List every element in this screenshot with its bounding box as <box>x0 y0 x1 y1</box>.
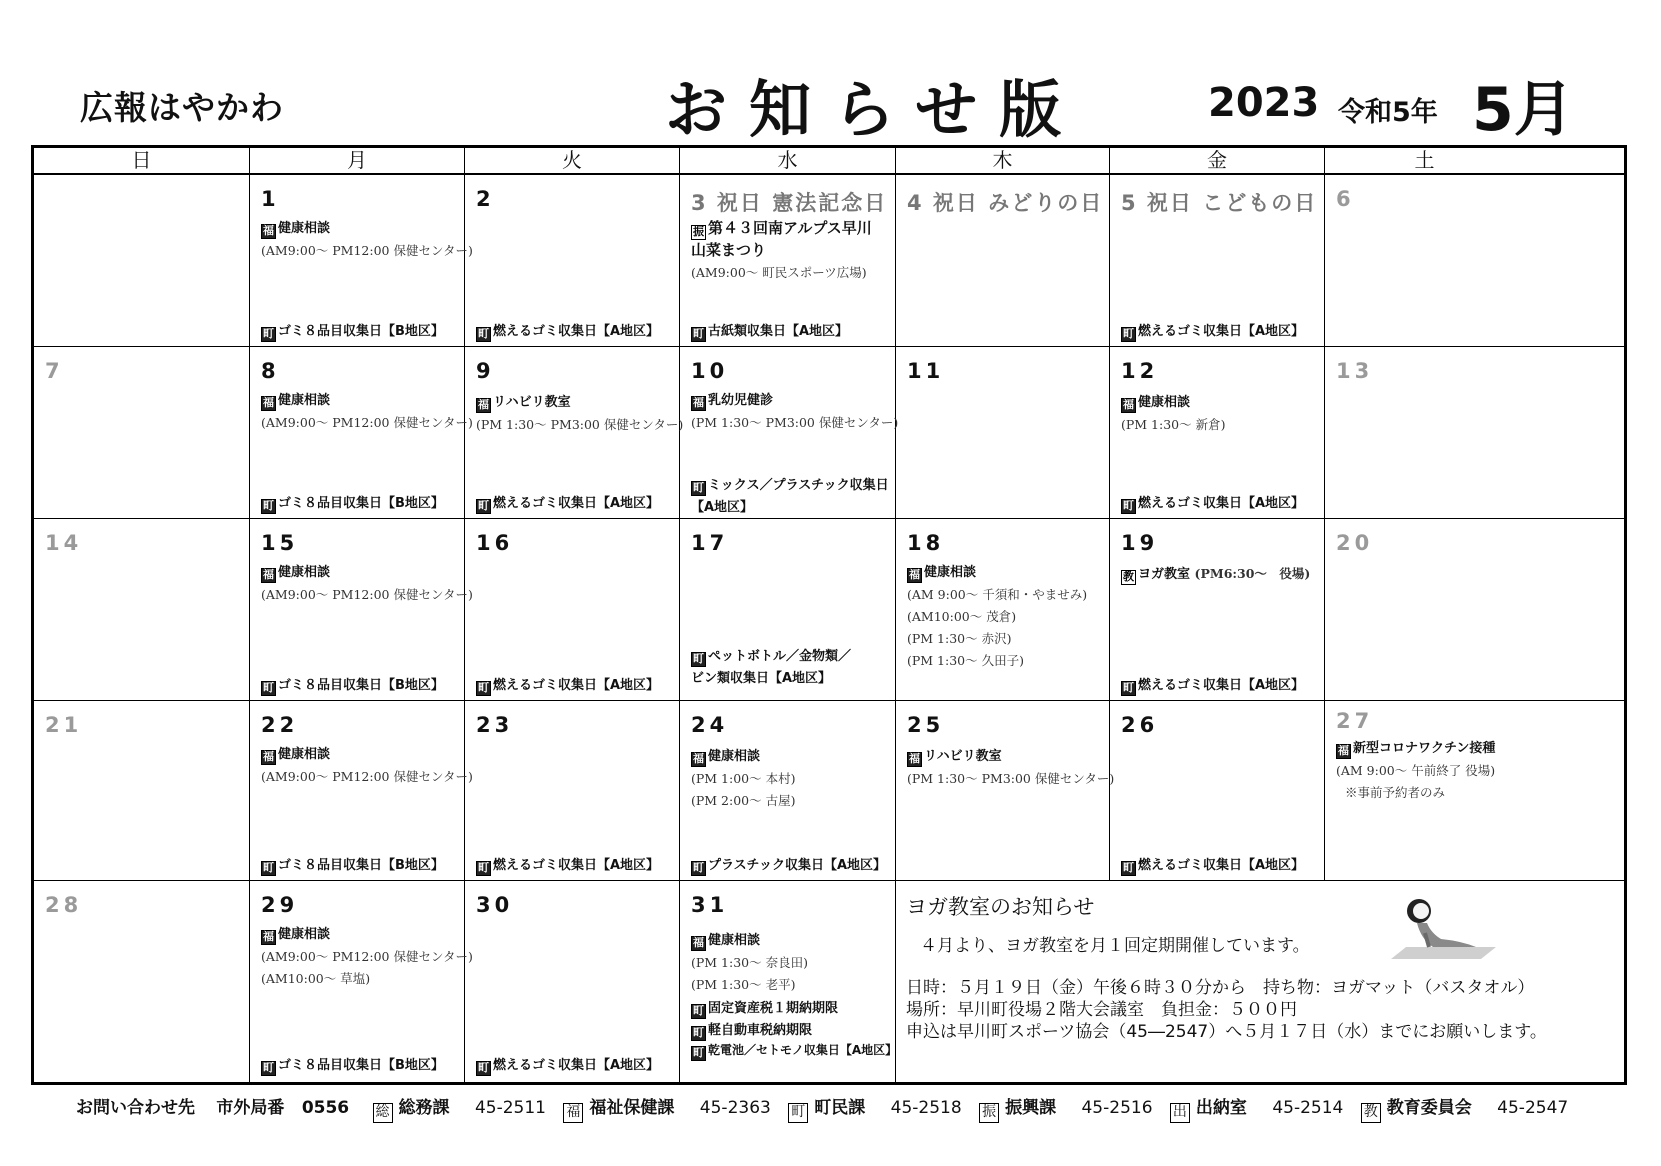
event-plastic: 町 プラスチック収集日【A地区】 <box>693 858 887 874</box>
event-note: (AM9:00～ PM12:00 保健センター) <box>261 949 473 964</box>
event-rihabiri: 福 リハビリ教室 <box>478 395 571 411</box>
fuku-icon: 福 <box>563 1103 583 1123</box>
weekday-thu: 木 <box>896 148 1110 173</box>
day-number: 6 <box>1336 187 1355 211</box>
yoga-line: 場所：早川町役場２階大会議室 負担金：５００円 <box>906 1000 1297 1020</box>
day-number: 31 <box>691 893 729 917</box>
machi-icon: 町 <box>263 499 274 512</box>
contact-footer <box>76 1093 1580 1123</box>
day-cell-1 <box>250 175 473 346</box>
event-kenko: 福 健康相談 <box>263 393 331 409</box>
machi-icon: 町 <box>263 681 274 694</box>
day-cell-21 <box>34 701 250 880</box>
day-number: 23 <box>476 713 514 737</box>
event-moeru: 町 燃えるゴミ収集日【A地区】 <box>1123 324 1305 340</box>
week-row <box>34 701 1624 881</box>
event-sansai: 振 第４３回南アルプス早川 <box>693 219 872 238</box>
machi-icon: 町 <box>693 327 704 340</box>
contact-label: お問い合わせ先 <box>76 1098 195 1118</box>
weekday-mon: 月 <box>250 148 465 173</box>
event-sansai-2: 山菜まつり <box>691 241 767 259</box>
day-number: 12 <box>1121 359 1159 383</box>
day-number: 28 <box>45 893 83 917</box>
day-cell-2 <box>465 175 680 346</box>
dept-somu: 総 総務課 45-2511 <box>373 1098 552 1118</box>
machi-icon: 町 <box>478 327 489 340</box>
event-moeru: 町 燃えるゴミ収集日【A地区】 <box>1123 496 1305 512</box>
yoga-line: 申込は早川町スポーツ協会（45―2547）へ５月１７日（水）までにお願いします。 <box>906 1022 1547 1042</box>
day-cell-27 <box>1325 701 1524 880</box>
day-cell-10 <box>680 347 899 518</box>
machi-icon: 町 <box>693 1046 704 1059</box>
event-moeru: 町 燃えるゴミ収集日【A地区】 <box>478 324 660 340</box>
day-cell-28 <box>34 881 250 1082</box>
event-kenko: 福 健康相談 <box>693 749 761 765</box>
machi-icon: 町 <box>693 1004 704 1017</box>
event-yoga: 教 ヨガ教室 (PM6:30～ 役場) <box>1123 566 1311 583</box>
day-cell-26 <box>1110 701 1325 880</box>
event-note: (PM 1:30～ 久田子) <box>907 653 1024 668</box>
weekday-wed: 水 <box>680 148 896 173</box>
day-number: 18 <box>907 531 945 555</box>
day-number: 10 <box>691 359 729 383</box>
event-note: (AM9:00～ PM12:00 保健センター) <box>261 243 473 258</box>
weekday-tue: 火 <box>465 148 680 173</box>
weekday-sat: 土 <box>1414 148 1435 172</box>
day-cell-20 <box>1325 519 1524 700</box>
day-number: 11 <box>907 359 945 383</box>
event-note: (PM 1:30～ 新倉) <box>1121 417 1226 432</box>
year-label: 2023 <box>1208 80 1320 126</box>
weekday-header <box>34 148 1624 175</box>
machi-icon: 町 <box>1123 327 1134 340</box>
page-header <box>0 0 1661 146</box>
dept-fukushi: 福 福祉保健課 45-2363 <box>563 1098 776 1118</box>
machi-icon: 町 <box>693 481 704 494</box>
fuku-icon: 福 <box>1338 744 1349 757</box>
day-cell-9 <box>465 347 684 518</box>
machi-icon: 町 <box>263 861 274 874</box>
somu-icon: 総 <box>373 1103 393 1123</box>
day-cell-16 <box>465 519 680 700</box>
week-row <box>34 519 1624 701</box>
fuku-icon: 福 <box>478 398 489 411</box>
day-number: 1 <box>261 187 280 211</box>
calendar-grid <box>31 145 1627 1085</box>
yoga-notice <box>896 881 1547 1082</box>
day-cell-6 <box>1325 175 1524 346</box>
event-note: ※事前予約者のみ <box>1345 785 1446 800</box>
day-cell-17 <box>680 519 896 700</box>
dept-chomin: 町 町民課 45-2518 <box>788 1098 967 1118</box>
machi-icon: 町 <box>478 681 489 694</box>
event-denchi: 町 乾電池／セトモノ収集日【A地区】 <box>693 1043 898 1059</box>
event-kenko: 福 健康相談 <box>1123 395 1191 411</box>
week-row <box>34 881 1624 1082</box>
event-rihabiri: 福 リハビリ教室 <box>909 749 1002 765</box>
fuku-icon: 福 <box>263 396 274 409</box>
day-number: 20 <box>1336 531 1374 555</box>
fuku-icon: 福 <box>909 568 920 581</box>
event-note: (PM 1:30～ 老平) <box>691 977 796 992</box>
fuku-icon: 福 <box>693 396 704 409</box>
day-number: 16 <box>476 531 514 555</box>
event-gomi8: 町 ゴミ８品目収集日【B地区】 <box>263 1058 444 1074</box>
dept-shinko: 振 振興課 45-2516 <box>979 1098 1158 1118</box>
page-title: お知らせ版 <box>665 73 1084 146</box>
day-cell-15 <box>250 519 473 700</box>
event-moeru: 町 燃えるゴミ収集日【A地区】 <box>1123 858 1305 874</box>
day-number: 9 <box>476 359 495 383</box>
day-cell-7 <box>34 347 250 518</box>
event-kenko: 福 健康相談 <box>693 933 761 949</box>
day-cell-23 <box>465 701 680 880</box>
event-gomi8: 町 ゴミ８品目収集日【B地区】 <box>263 324 444 340</box>
suito-icon: 出 <box>1170 1103 1190 1123</box>
event-gomi8: 町 ゴミ８品目収集日【B地区】 <box>263 678 444 694</box>
day-cell-31 <box>680 881 896 1082</box>
day-number: 14 <box>45 531 83 555</box>
day-cell-11 <box>896 347 1110 518</box>
machi-icon: 町 <box>478 861 489 874</box>
event-note: (PM 1:30～ 赤沢) <box>907 631 1012 646</box>
day-cell-empty <box>34 175 250 346</box>
yoga-pose-icon <box>1381 889 1501 969</box>
event-kami: 町 古紙類収集日【A地区】 <box>693 324 849 340</box>
fuku-icon: 福 <box>263 224 274 237</box>
machi-icon: 町 <box>478 499 489 512</box>
event-gomi8: 町 ゴミ８品目収集日【B地区】 <box>263 858 444 874</box>
event-kenko: 福 健康相談 <box>263 221 331 237</box>
week-row <box>34 175 1624 347</box>
day-cell-3 <box>680 175 896 346</box>
machi-icon: 町 <box>788 1103 808 1123</box>
day-cell-29 <box>250 881 473 1082</box>
event-note: (AM10:00～ 茂倉) <box>907 609 1017 624</box>
fuku-icon: 福 <box>1123 398 1134 411</box>
fuku-icon: 福 <box>693 936 704 949</box>
event-note: (AM9:00～ 町民スポーツ広場) <box>691 265 867 280</box>
machi-icon: 町 <box>1123 499 1134 512</box>
day-number: 2 <box>476 187 495 211</box>
day-cell-18 <box>896 519 1110 700</box>
event-moeru: 町 燃えるゴミ収集日【A地区】 <box>478 1058 660 1074</box>
machi-icon: 町 <box>263 1061 274 1074</box>
week-row <box>34 347 1624 519</box>
day-number: 17 <box>691 531 729 555</box>
event-gomi8: 町 ゴミ８品目収集日【B地区】 <box>263 496 444 512</box>
day-number: 25 <box>907 713 945 737</box>
day-number: 3 祝日 憲法記念日 <box>691 191 888 215</box>
event-kenko: 福 健康相談 <box>263 565 331 581</box>
day-cell-22 <box>250 701 473 880</box>
event-kenko: 福 健康相談 <box>263 747 331 763</box>
event-pet-2: ビン類収集日【A地区】 <box>691 671 832 686</box>
area-code: 0556 <box>301 1098 350 1118</box>
month-label: 5月 <box>1472 75 1574 145</box>
yoga-line: 日時：５月１９日（金）午後６時３０分から 持ち物：ヨガマット（バスタオル） <box>906 978 1535 998</box>
event-note: (AM 9:00～ 千須和・やませみ) <box>907 587 1088 602</box>
fuku-icon: 福 <box>263 568 274 581</box>
event-mix: 町 ミックス／プラスチック収集日 <box>693 478 889 494</box>
day-cell-5 <box>1110 175 1325 346</box>
day-cell-25 <box>896 701 1115 880</box>
day-cell-30 <box>465 881 680 1082</box>
weekday-fri: 金 <box>1110 148 1325 173</box>
event-note: (AM9:00～ PM12:00 保健センター) <box>261 587 473 602</box>
day-number: 13 <box>1336 359 1374 383</box>
event-kenko: 福 健康相談 <box>263 927 331 943</box>
day-cell-8 <box>250 347 473 518</box>
kyo-icon: 教 <box>1361 1103 1381 1123</box>
event-note: (PM 1:30～ PM3:00 保健センター) <box>691 415 899 430</box>
event-moeru: 町 燃えるゴミ収集日【A地区】 <box>478 678 660 694</box>
event-mix-2: 【A地区】 <box>691 500 754 515</box>
day-number: 4 祝日 みどりの日 <box>907 191 1104 215</box>
weekday-sun: 日 <box>34 148 250 173</box>
event-moeru: 町 燃えるゴミ収集日【A地区】 <box>478 858 660 874</box>
machi-icon: 町 <box>1123 861 1134 874</box>
shin-icon: 振 <box>979 1103 999 1123</box>
day-number: 29 <box>261 893 299 917</box>
day-number: 5 祝日 こどもの日 <box>1121 191 1318 215</box>
event-note: (AM10:00～ 草塩) <box>261 971 371 986</box>
day-cell-12 <box>1110 347 1325 518</box>
event-note: (PM 1:00～ 本村) <box>691 771 796 786</box>
day-number: 7 <box>45 359 64 383</box>
day-number: 15 <box>261 531 299 555</box>
machi-icon: 町 <box>263 327 274 340</box>
event-pet: 町 ペットボトル／金物類／ <box>693 649 852 665</box>
fuku-icon: 福 <box>263 750 274 763</box>
era-label: 令和5年 <box>1338 97 1438 128</box>
day-number: 24 <box>691 713 729 737</box>
event-moeru: 町 燃えるゴミ収集日【A地区】 <box>1123 678 1305 694</box>
event-note: (AM 9:00～ 午前終了 役場) <box>1336 763 1496 778</box>
event-moeru: 町 燃えるゴミ収集日【A地区】 <box>478 496 660 512</box>
machi-icon: 町 <box>1123 681 1134 694</box>
fuku-icon: 福 <box>263 930 274 943</box>
fuku-icon: 福 <box>909 752 920 765</box>
kyo-icon: 教 <box>1123 570 1134 583</box>
machi-icon: 町 <box>693 652 704 665</box>
event-corona: 福 新型コロナワクチン接種 <box>1338 741 1496 757</box>
event-nyuyoji: 福 乳幼児健診 <box>693 393 774 409</box>
area-code-label: 市外局番 <box>216 1098 285 1118</box>
event-kei: 町 軽自動車税納期限 <box>693 1023 813 1039</box>
day-cell-19 <box>1110 519 1325 700</box>
event-note: (AM9:00～ PM12:00 保健センター) <box>261 769 473 784</box>
day-number: 8 <box>261 359 280 383</box>
brand-title: 広報はやかわ <box>80 88 284 127</box>
shin-icon: 振 <box>693 225 704 238</box>
yoga-title: ヨガ教室のお知らせ <box>906 895 1095 919</box>
day-number: 21 <box>45 713 83 737</box>
day-cell-24 <box>680 701 896 880</box>
event-kenko: 福 健康相談 <box>909 565 977 581</box>
event-note: (PM 2:00～ 古屋) <box>691 793 796 808</box>
day-number: 26 <box>1121 713 1159 737</box>
dept-kyoiku: 教 教育委員会 45-2547 <box>1361 1098 1574 1118</box>
day-number: 19 <box>1121 531 1159 555</box>
fuku-icon: 福 <box>693 752 704 765</box>
machi-icon: 町 <box>693 1026 704 1039</box>
event-note: (PM 1:30～ 奈良田) <box>691 955 808 970</box>
machi-icon: 町 <box>478 1061 489 1074</box>
day-number: 22 <box>261 713 299 737</box>
event-note: (PM 1:30～ PM3:00 保健センター) <box>907 771 1115 786</box>
day-number: 30 <box>476 893 514 917</box>
event-kotei: 町 固定資産税１期納期限 <box>693 1001 839 1017</box>
event-note: (PM 1:30～ PM3:00 保健センター) <box>476 417 684 432</box>
day-cell-14 <box>34 519 250 700</box>
event-note: (AM9:00～ PM12:00 保健センター) <box>261 415 473 430</box>
machi-icon: 町 <box>693 861 704 874</box>
yoga-line: ４月より、ヨガ教室を月１回定期開催しています。 <box>920 936 1310 956</box>
day-cell-4 <box>896 175 1110 346</box>
day-number: 27 <box>1336 709 1374 733</box>
day-cell-13 <box>1325 347 1524 518</box>
dept-suito: 出 出納室 45-2514 <box>1170 1098 1349 1118</box>
